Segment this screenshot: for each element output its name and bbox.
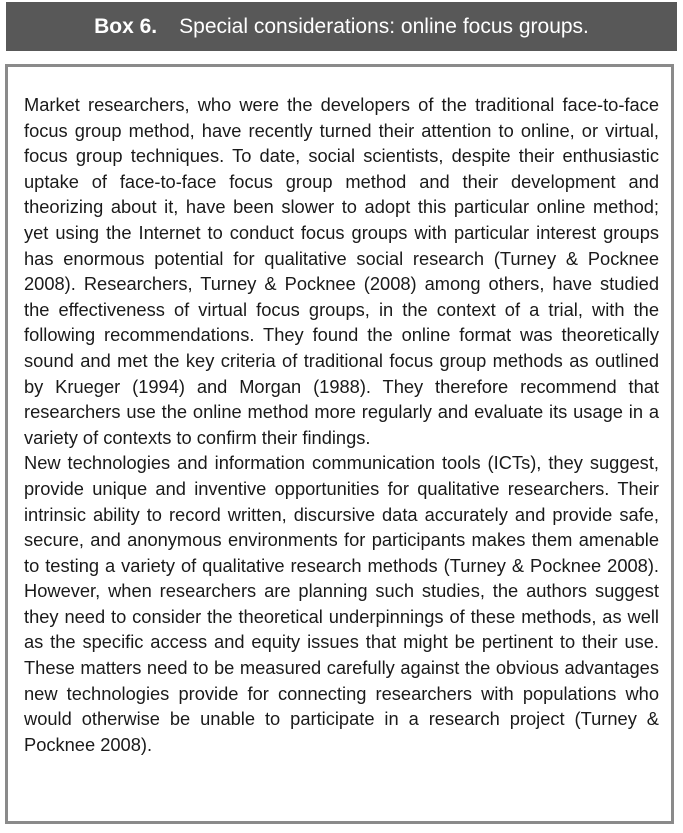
box-body	[24, 92, 659, 757]
box-title: Special considerations: online focus groups.	[179, 14, 589, 38]
paragraph: New technologies and information communication tools (ICTs), they suggest, provide unique and inventive opportunities for qualitative researchers. Their intrinsic ability to record written, discursive data accurately and provide safe, secure, and anonymous environments for participants makes them amenable to testing a variety of qualitative research methods (Turney & Pocknee 2008). However, when researchers are planning such studies, the authors suggest they need to consider the theoretical underpinnings of these methods, as well as the specific access and equity issues that might be pertinent to their use. These matters need to be measured carefully against the obvious advantages new technologies provide for connecting researchers with populations who would otherwise be unable to participate in a research project (Turney & Pocknee 2008).	[24, 452, 659, 755]
paragraph: Market researchers, who were the developers of the traditional face-to-face focus group method, have recently turned their attention to online, or virtual, focus group techniques. To date, social scientists, despite their enthusiastic uptake of face-to-face focus group method and their development and theorizing about it, have been slower to adopt this particular online method; yet using the Internet to conduct focus groups with particular interest groups has enormous potential for qualitative social research (Turney & Pocknee 2008). Researchers, Turney & Pocknee (2008) among others, have studied the effectiveness of virtual focus groups, in the context of a trial, with the following recommendations. They found the online format was theoretically sound and met the key criteria of traditional focus group methods as outlined by Krueger (1994) and Morgan (1988). They therefore recommend that researchers use the online method more regularly and evaluate its usage in a variety of contexts to confirm their findings.	[24, 94, 659, 448]
box-header	[6, 2, 677, 51]
box-label: Box 6.	[94, 14, 158, 38]
